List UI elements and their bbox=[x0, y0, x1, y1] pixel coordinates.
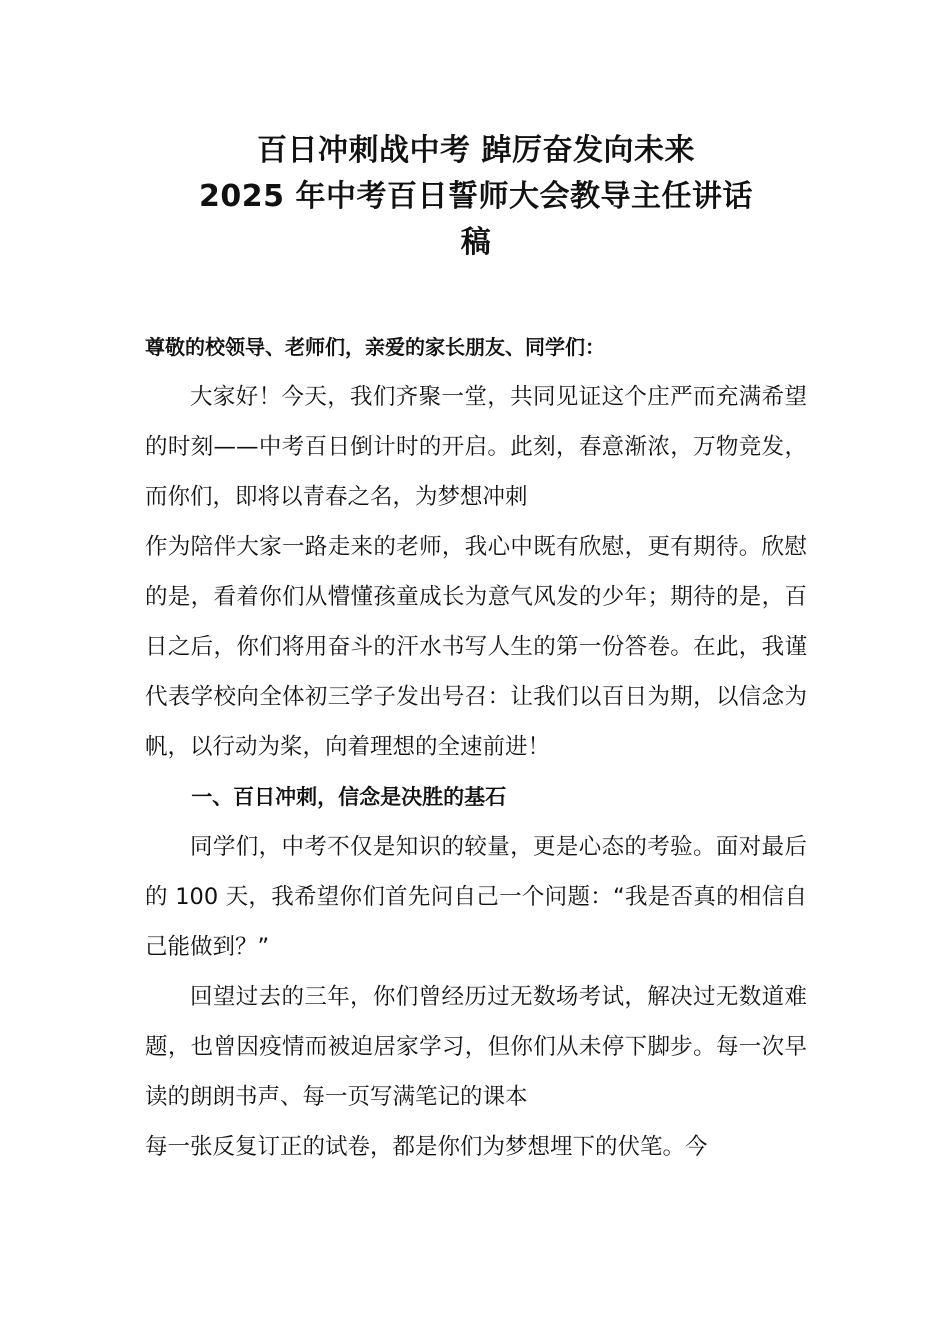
paragraph-call-to-action: 作为陪伴大家一路走来的老师，我心中既有欣慰，更有期待。欣慰的是，看着你们从懵懂孩童成长为意气风发的少年；期待的是，百日之后，你们将用奋斗的汗水书写人生的第一份答卷。在此，我谨代表学校向全体初三学子发出号召：让我们以百日为期，以信念为帆，以行动为桨，向着理想的全速前进！ bbox=[145, 534, 807, 760]
salutation: 尊敬的校领导、老师们，亲爱的家长朋友、同学们： bbox=[145, 335, 605, 359]
paragraph-continuation: 每一张反复订正的试卷，都是你们为梦想埋下的伏笔。今 bbox=[145, 1134, 708, 1160]
document-page bbox=[145, 128, 807, 1172]
paragraph-greeting: 大家好！今天，我们齐聚一堂，共同见证这个庄严而充满希望的时刻——中考百日倒计时的开启。此刻，春意渐浓，万物竞发，而你们，即将以青春之名，为梦想冲刺 bbox=[145, 384, 807, 510]
title-line-3: 稿 bbox=[460, 225, 492, 260]
section-heading-1: 一、百日冲刺，信念是决胜的基石 bbox=[191, 785, 507, 809]
paragraph-mindset: 同学们，中考不仅是知识的较量，更是心态的考验。面对最后的 100 天，我希望你们首先问自己一个问题：“我是否真的相信自己能做到？” bbox=[145, 834, 807, 960]
document-title bbox=[145, 128, 807, 266]
title-line-1: 百日冲刺战中考 踔厉奋发向未来 bbox=[257, 133, 695, 168]
title-line-2: 2025 年中考百日誓师大会教导主任讲话 bbox=[199, 179, 753, 214]
paragraph-review: 回望过去的三年，你们曾经历过无数场考试，解决过无数道难题，也曾因疫情而被迫居家学习，但你们从未停下脚步。每一次早读的朗朗书声、每一页写满笔记的课本 bbox=[145, 984, 807, 1110]
